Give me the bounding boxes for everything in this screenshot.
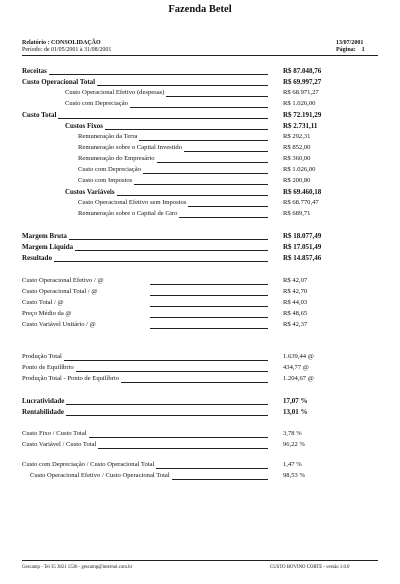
report-value: CONSOLIDAÇÃO	[51, 40, 101, 46]
row-value: R$ 42,37	[283, 321, 308, 328]
row-custo-impostos	[78, 176, 268, 186]
row-depreciacao-cot	[22, 460, 268, 470]
row-value: R$ 200,80	[283, 177, 311, 184]
row-value: R$ 360,00	[283, 155, 311, 162]
row-value: 96,22 %	[283, 441, 305, 448]
row-value: R$ 48,65	[283, 310, 308, 317]
row-value: R$ 42,70	[283, 288, 308, 295]
row-value: R$ 69.460,18	[283, 188, 322, 196]
row-value: 434,77 @	[283, 364, 309, 371]
row-custo-efetivo-sem-impostos	[78, 198, 268, 208]
row-producao-menos-pe	[22, 374, 268, 384]
row-label: Remuneração do Empresário	[78, 155, 155, 162]
row-label: Custo Variável / Custo Total	[22, 441, 97, 448]
row-cvu-arroba	[22, 320, 268, 330]
row-label: Receitas	[22, 67, 47, 75]
row-label: Custos Variáveis	[65, 188, 115, 196]
row-label: Custo Operacional Total	[22, 78, 96, 86]
row-label: Lucratividade	[22, 397, 65, 405]
row-value: R$ 689,71	[283, 210, 311, 217]
row-custos-fixos	[65, 121, 268, 131]
row-producao-total	[22, 352, 268, 362]
row-label: Custo Total	[22, 111, 57, 119]
row-custo-total	[22, 110, 268, 120]
header-divider	[22, 55, 378, 56]
page-value: 1	[361, 47, 365, 53]
row-label: Margem Liquida	[22, 243, 74, 251]
row-value: R$ 44,03	[283, 299, 308, 306]
row-value: R$ 18.077,49	[283, 232, 322, 240]
row-label: Custos Fixos	[65, 122, 103, 130]
row-value: R$ 17.051,49	[283, 243, 322, 251]
page-label: Página:	[336, 47, 356, 53]
row-label: Margem Bruta	[22, 232, 67, 240]
row-value: 3,78 %	[283, 430, 302, 437]
row-label: Custo com Impostos	[78, 177, 133, 184]
row-label: Custo Variável Unitário / @	[22, 321, 96, 328]
row-value: R$ 69.997,27	[283, 78, 322, 86]
row-preco-medio	[22, 309, 268, 319]
document-title: Fazenda Betel	[168, 4, 232, 15]
row-label: Custo Total / @	[22, 299, 64, 306]
period-text: Período: de 01/05/2001 à 31/08/2001	[22, 47, 112, 53]
row-value: R$ 292,31	[283, 133, 311, 140]
row-custo-depreciacao	[65, 99, 268, 109]
row-receitas	[22, 66, 268, 76]
row-value: R$ 87.048,76	[283, 67, 322, 75]
row-value: 17,07 %	[283, 397, 308, 405]
row-value: R$ 2.731,11	[283, 122, 318, 130]
row-label: Custo Operacional Efetivo / Custo Operacional Total	[30, 472, 170, 479]
row-coe-arroba	[22, 276, 268, 286]
row-label: Preço Médio da @	[22, 310, 72, 317]
row-value: R$ 72.191,29	[283, 111, 322, 119]
row-label: Resultado	[22, 254, 52, 262]
row-rentabilidade	[22, 407, 268, 417]
row-label: Produção Total - Ponto de Equilíbrio	[22, 375, 120, 382]
row-remuneracao-capital-investido	[78, 143, 268, 153]
row-resultado	[22, 253, 268, 263]
row-label: Custo Operacional Total / @	[22, 288, 98, 295]
row-label: Custo com Depreciação	[78, 166, 141, 173]
row-margem-liquida	[22, 242, 268, 252]
row-value: R$ 68.971,27	[283, 89, 319, 96]
row-value: R$ 1.026,00	[283, 100, 316, 107]
page-number	[336, 47, 365, 53]
row-value: 1.639,44 @	[283, 353, 314, 360]
row-value: R$ 14.857,46	[283, 254, 322, 262]
row-value: 13,01 %	[283, 408, 308, 416]
row-label: Custo Operacional Efetivo (despesas)	[65, 89, 165, 96]
row-label: Rentabilidade	[22, 408, 65, 416]
row-label: Custo Fixo / Custo Total	[22, 430, 87, 437]
row-value: 98,53 %	[283, 472, 305, 479]
row-label: Remuneração da Terra	[78, 133, 138, 140]
row-value: R$ 852,00	[283, 144, 311, 151]
row-label: Remuneração sobre o Capital Investido	[78, 144, 183, 151]
report-date: 13/07/2001	[336, 40, 364, 46]
report-label	[22, 40, 101, 46]
row-coe-cot	[30, 471, 268, 481]
row-label: Produção Total	[22, 353, 62, 360]
row-label: Custo Operacional Efetivo sem Impostos	[78, 199, 187, 206]
row-value: 1,47 %	[283, 461, 302, 468]
row-custos-variaveis	[65, 187, 268, 197]
report-label-text: Relatório :	[22, 40, 51, 46]
row-value: 1.204,67 @	[283, 375, 314, 382]
row-custo-depreciacao-fixo	[78, 165, 268, 175]
footer-contact: Gescamp - Tel 35 3821 1536 - gescamp@internol.com.br	[22, 565, 133, 570]
row-remuneracao-capital-giro	[78, 209, 268, 219]
row-label: Custo com Depreciação	[65, 100, 128, 107]
row-value: R$ 42,07	[283, 277, 308, 284]
row-cot-arroba	[22, 287, 268, 297]
row-remuneracao-empresario	[78, 154, 268, 164]
row-custo-operacional-total	[22, 77, 268, 87]
row-ct-arroba	[22, 298, 268, 308]
footer-divider	[22, 560, 378, 561]
row-custo-operacional-efetivo	[65, 88, 268, 98]
row-label: Custo Operacional Efetivo / @	[22, 277, 104, 284]
row-label: Remuneração sobre o Capital de Giro	[78, 210, 178, 217]
row-ponto-equilibrio	[22, 363, 268, 373]
row-value: R$ 68.770,47	[283, 199, 319, 206]
row-cf-ct	[22, 429, 268, 439]
row-lucratividade	[22, 396, 268, 406]
row-remuneracao-terra	[78, 132, 268, 142]
row-label: Custo com Depreciação / Custo Operacional Total	[22, 461, 155, 468]
row-value: R$ 1.026,00	[283, 166, 316, 173]
row-label: Ponto de Equilíbrio	[22, 364, 74, 371]
row-cv-ct	[22, 440, 268, 450]
row-margem-bruta	[22, 231, 268, 241]
footer-version: CUSTO BOVINO CORTE - versão 1.0.0	[270, 565, 350, 570]
